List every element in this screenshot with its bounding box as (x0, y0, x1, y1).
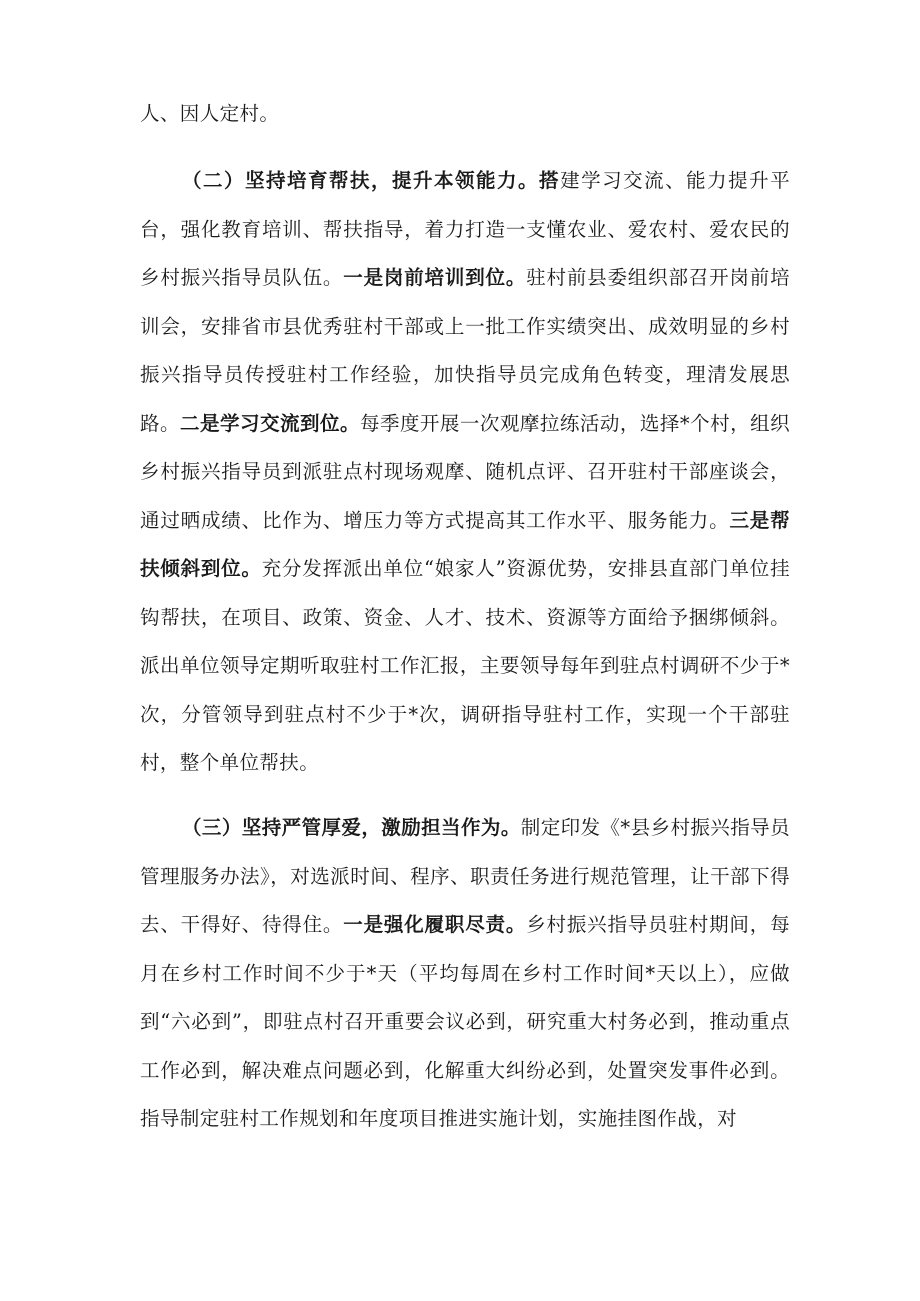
point-heading: 三是帮扶倾斜到位。 (140, 508, 790, 580)
point-heading: 一是岗前培训到位。 (343, 266, 527, 289)
text-run: 人、因人定村。 (140, 102, 280, 125)
text-run: 乡村振兴指导员驻村期间，每月在乡村工作时间不少于*天（平均每周在乡村工作时间*天以上），应做到“六必到”，即驻点村召开重要会议必到，研究重大村务必到，推动重点工作必到，解决难点问题必到，化解重大纠纷必到，处置突发事件必到。指导制定驻村工作规划和年度项目推进实施计划，实施挂图作战，对 (140, 913, 790, 1130)
paragraph-section-2 (140, 157, 790, 788)
paragraph-section-3 (140, 804, 790, 1144)
paragraph-continuation (140, 90, 790, 139)
text-run: 建学习交流、能力提升平台，强化教育培训、帮扶指导，着力打造一支懂农业、爱农村、爱农民的乡村振兴指导员队伍。 (140, 169, 790, 289)
point-heading: 二是学习交流到位。 (180, 411, 360, 435)
section-heading: （二）坚持培育帮扶，提升本领能力。搭 (182, 169, 561, 192)
text-run: 充分发挥派出单位“娘家人”资源优势，安排县直部门单位挂钩帮扶，在项目、政策、资金、人才、技术、资源等方面给予捆绑倾斜。派出单位领导定期听取驻村工作汇报，主要领导每年到驻点村调研不少于*次，分管领导到驻点村不少于*次，调研指导驻村工作，实现一个干部驻村，整个单位帮扶。 (140, 557, 790, 774)
section-heading: （三）坚持严管厚爱，激励担当作为。 (182, 816, 521, 839)
text-run: 每季度开展一次观摩拉练活动，选择*个村，组织乡村振兴指导员到派驻点村现场观摩、随机点评、召开驻村干部座谈会，通过晒成绩、比作为、增压力等方式提高其工作水平、服务能力。 (140, 411, 790, 532)
text-run: 驻村前县委组织部召开岗前培训会，安排省市县优秀驻村干部或上一批工作实绩突出、成效明显的乡村振兴指导员传授驻村工作经验，加快指导员完成角色转变，理清发展思路。 (140, 266, 790, 435)
point-heading: 一是强化履职尽责。 (343, 913, 527, 936)
text-run: 制定印发《*县乡村振兴指导员管理服务办法》，对选派时间、程序、职责任务进行规范管理，让干部下得去、干得好、待得住。 (140, 816, 790, 936)
